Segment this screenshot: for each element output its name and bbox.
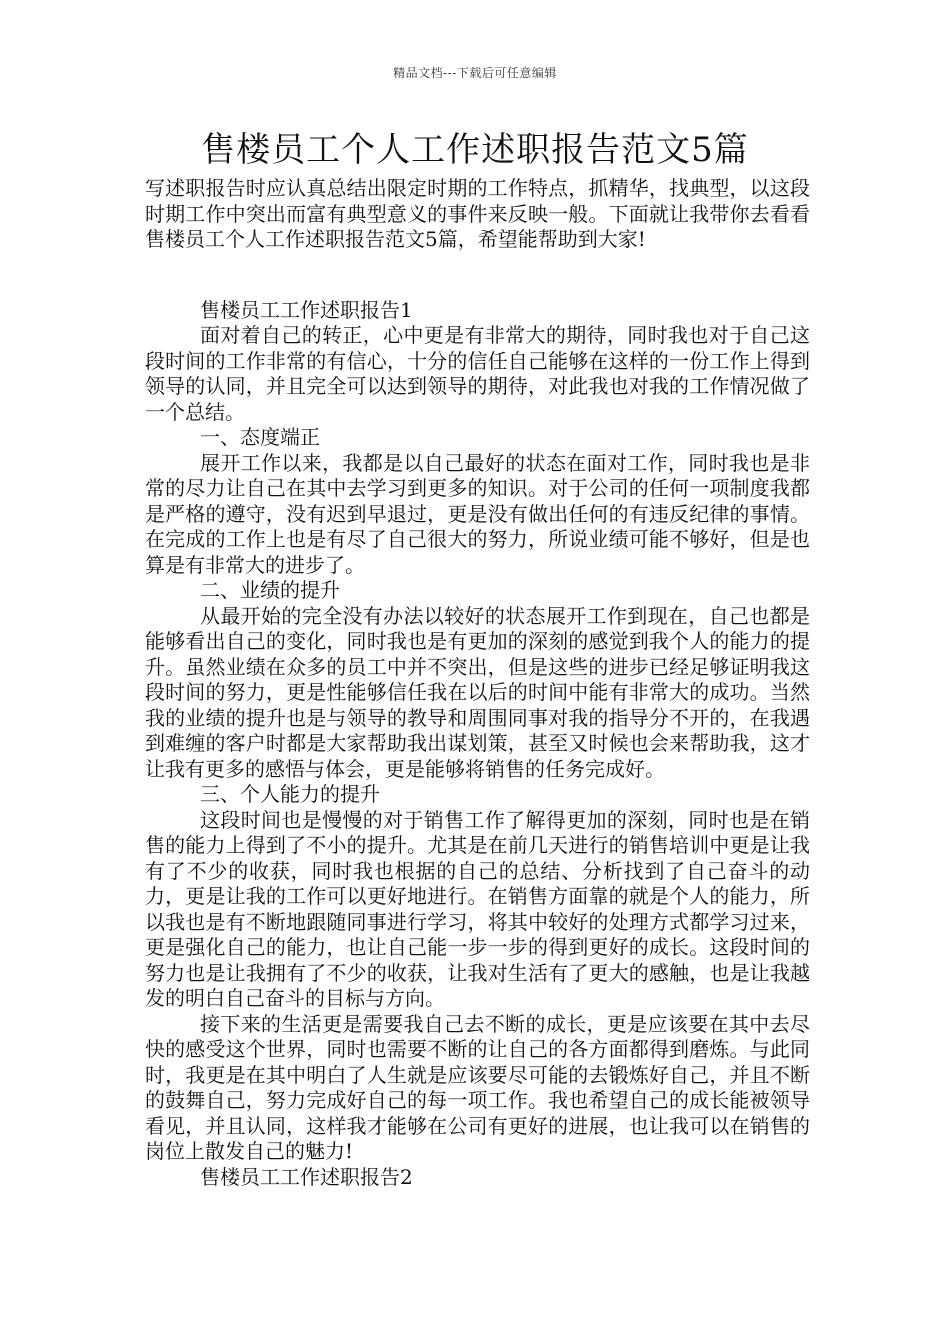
closing-paragraph: 接下来的生活更是需要我自己去不断的成长，更是应该要在其中去尽快的感受这个世界，同时也需要不断的让自己的各方面都得到磨炼。与此同时，我更是在其中明白了人生就是应该要尽可能的去锻炼好自己，并且不断的鼓舞自己，努力完成好自己的每一项工作。我也希望自己的成长能被领导看见，并且认同，这样我才能够在公司有更好的进展，也让我可以在销售的岗位上散发自己的魅力! bbox=[145, 1011, 810, 1163]
section-spacer bbox=[145, 253, 810, 298]
header-note: 精品文档---下载后可任意编辑 bbox=[393, 66, 557, 80]
section1-title: 一、态度端正 bbox=[200, 425, 320, 449]
section2-title: 二、业绩的提升 bbox=[200, 578, 340, 602]
intro-paragraph: 写述职报告时应认真总结出限定时期的工作特点，抓精华，找典型，以这段时期工作中突出而富有典型意义的事件来反映一般。下面就让我带你去看看售楼员工个人工作述职报告范文5篇，希望能帮助到大家! bbox=[145, 176, 810, 251]
report1-opening-paragraph: 面对着自己的转正，心中更是有非常大的期待，同时我也对于自己这段时间的工作非常的有信心，十分的信任自己能够在这样的一份工作上得到领导的认同，并且完全可以达到领导的期待，对此我也对我的工作情况做了一个总结。 bbox=[145, 323, 810, 424]
section2-paragraph: 从最开始的完全没有办法以较好的状态展开工作到现在，自己也都是能够看出自己的变化，同时我也是有更加的深刻的感觉到我个人的能力的提升。虽然业绩在众多的员工中并不突出，但是这些的进步已经足够证明我这段时间的努力，更是性能够信任我在以后的时间中能有非常大的成功。当然我的业绩的提升也是与领导的教导和周围同事对我的指导分不开的，在我遇到难缠的客户时都是大家帮助我出谋划策，甚至又时候也会来帮助我，这才让我有更多的感悟与体会，更是能够将销售的任务完成好。 bbox=[145, 603, 810, 781]
report2-heading: 售楼员工工作述职报告2 bbox=[200, 1164, 413, 1189]
section3-title: 三、个人能力的提升 bbox=[200, 782, 380, 806]
document-body bbox=[145, 176, 810, 1190]
section1-paragraph: 展开工作以来，我都是以自己最好的状态在面对工作，同时我也是非常的尽力让自己在其中去学习到更多的知识。对于公司的任何一项制度我都是严格的遵守，没有迟到早退过，更是没有做出任何的有违反纪律的事情。在完成的工作上也是有尽了自己很大的努力，所说业绩可能不够好，但是也算是有非常大的进步了。 bbox=[145, 450, 810, 577]
section3-paragraph: 这段时间也是慢慢的对于销售工作了解得更加的深刻，同时也是在销售的能力上得到了不小的提升。尤其是在前几天进行的销售培训中更是让我有了不少的收获，同时我也根据的自己的总结、分析找到了自己奋斗的动力，更是让我的工作可以更好地进行。在销售方面靠的就是个人的能力，所以我也是有不断地跟随同事进行学习，将其中较好的处理方式都学习过来，更是强化自己的能力，也让自己能一步一步的得到更好的成长。这段时间的努力也是让我拥有了不少的收获，让我对生活有了更大的感触，也是让我越发的明白自己奋斗的目标与方向。 bbox=[145, 807, 810, 1010]
document-title: 售楼员工个人工作述职报告范文5篇 bbox=[201, 130, 749, 170]
report1-heading: 售楼员工工作述职报告1 bbox=[200, 297, 413, 322]
